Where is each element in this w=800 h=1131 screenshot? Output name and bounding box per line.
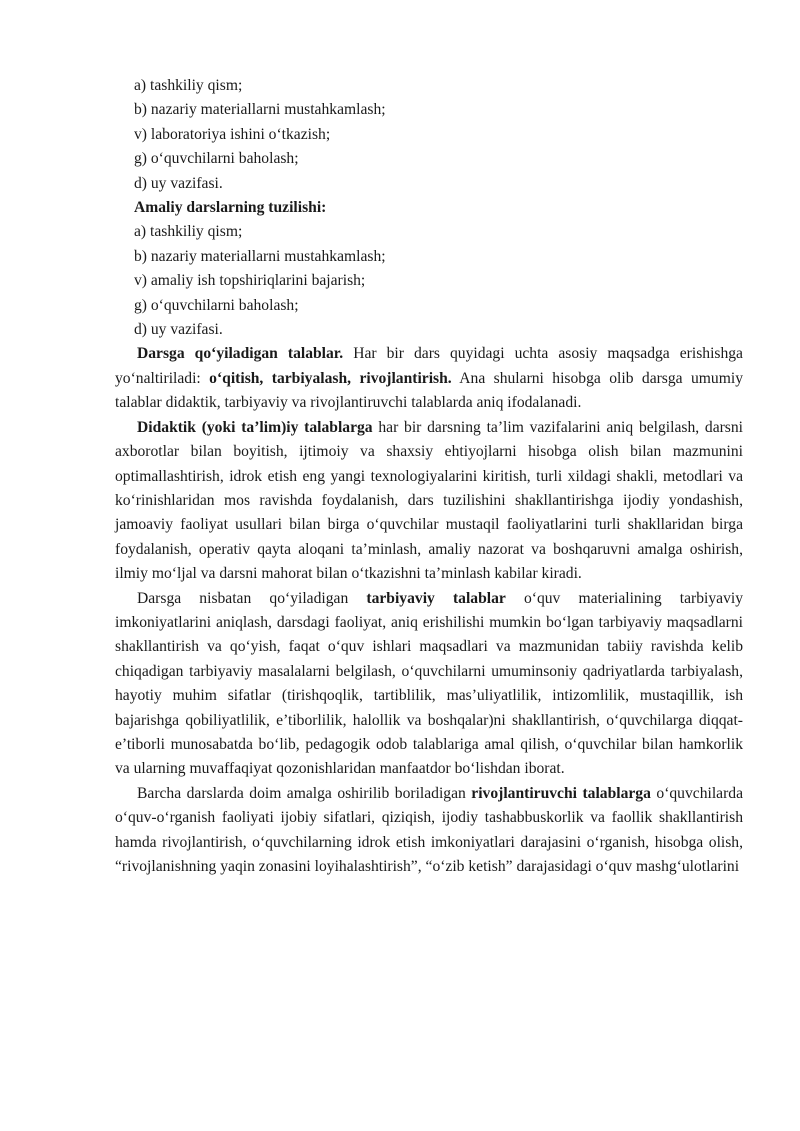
paragraph-didactic-requirements — [115, 416, 743, 587]
lab-lesson-structure-list — [115, 74, 743, 196]
paragraph-text: o‘quvchilarda o‘quv-o‘rganish faoliyati ijobiy sifatlari, qiziqish, ijodiy tashabbuskorlik va faollik shakllantirish hamda rivojlantirish, o‘quvchilarning idrok etish imkoniyatlari darajasini o‘rganish, hisobga olish, “rivojlanishning yaqin zonasini loyihalashtirish”, “o‘zib ketish” darajasidagi o‘quv mashg‘ulotlarini — [115, 784, 743, 875]
document-page — [115, 74, 743, 879]
list-item: g) o‘quvchilarni baholash; — [134, 150, 299, 168]
paragraph-text: Darsga nisbatan qo‘yiladigan — [137, 589, 367, 607]
list-item: b) nazariy materiallarni mustahkamlash; — [134, 247, 386, 265]
paragraph-text: o‘quv materialining tarbiyaviy imkoniyatlarini aniqlash, darsdagi faoliyat, aniq erishilishi mumkin bo‘lgan tarbiyaviy maqsadlarni shakllantirish va qo‘yish, faqat o‘quv ishlari maqsadlari va mazmunidan tabiiy ravishda kelib chiqadigan tarbiyaviy masalalarni belgilash, o‘quvchilarni umuminsoniy qadriyatlarda tarbiyalash, hayotiy muhim sifatlar (tirishqoqlik, tartiblilik, mas’uliyatlilik, intizomlilik, mustaqillik, ish bajarishga qobiliyatlilik, e’tiborlilik, halollik va boshqalar)ni shakllantirish, o‘quvchilarga diqqat-e’tiborli munosabatda bo‘lib, pedagogik odob talablariga amal qilish, o‘quvchilar bilan hamkorlik va ularning muvaffaqiyat qozonishlaridan manfaatdor bo‘lishdan iborat. — [115, 589, 744, 778]
bold-term: rivojlantiruvchi talablarga — [471, 784, 651, 802]
list-item: d) uy vazifasi. — [134, 321, 223, 339]
bold-term: Darsga qo‘yiladigan talablar. — [137, 345, 344, 363]
practical-lesson-structure-list — [115, 220, 743, 342]
paragraph-developmental-requirements — [115, 782, 743, 880]
bold-term: Didaktik (yoki ta’lim)iy talablarga — [137, 418, 373, 436]
list-item: d) uy vazifasi. — [134, 174, 223, 192]
list-item: b) nazariy materiallarni mustahkamlash; — [134, 101, 386, 119]
paragraph-text: Har bir dars quyidagi uchta asosiy maqsadga erishishga yo‘naltiriladi: — [115, 345, 743, 387]
list-item: v) amaliy ish topshiriqlarini bajarish; — [134, 272, 366, 290]
paragraph-text: Barcha darslarda doim amalga oshirilib boriladigan — [137, 784, 472, 802]
section-heading: Amaliy darslarning tuzilishi: — [134, 199, 327, 217]
list-item: a) tashkiliy qism; — [134, 223, 243, 241]
bold-term: o‘qitish, tarbiyalash, rivojlantirish. — [209, 369, 452, 387]
paragraph-text: har bir darsning ta’lim vazifalarini aniq belgilash, darsni axborotlar bilan boyitish, ijtimoiy va shaxsiy ehtiyojlarni hisobga olish bilan mazmunini optimallashtirish, idrok etish eng yangi texnologiyalarini kiritish, turli xildagi shakli, metodlari va ko‘rinishlaridan mos ravishda foydalanish, dars tuzilishini shakllantirishga ijodiy yondashish, jamoaviy faoliyat usullari bilan birga o‘quvchilar mustaqil faoliyatlarini turli shakllaridan birga foydalanish, operativ qayta aloqani ta’minlash, amaliy nazorat va boshqaruvni amalga oshirish, ilmiy mo‘ljal va darsni mahorat bilan o‘tkazishni ta’minlash kabilar kiradi. — [115, 418, 744, 583]
paragraph-text: Ana shularni hisobga olib darsga umumiy talablar didaktik, tarbiyaviy va rivojlantiruvchi talablarda aniq ifodalanadi. — [115, 369, 743, 412]
list-item: a) tashkiliy qism; — [134, 77, 243, 94]
list-item: v) laboratoriya ishini o‘tkazish; — [134, 125, 331, 143]
paragraph-lesson-requirements — [115, 342, 743, 415]
paragraph-educational-requirements — [115, 587, 743, 782]
bold-term: tarbiyaviy talablar — [366, 589, 506, 607]
list-item: g) o‘quvchilarni baholash; — [134, 296, 299, 314]
